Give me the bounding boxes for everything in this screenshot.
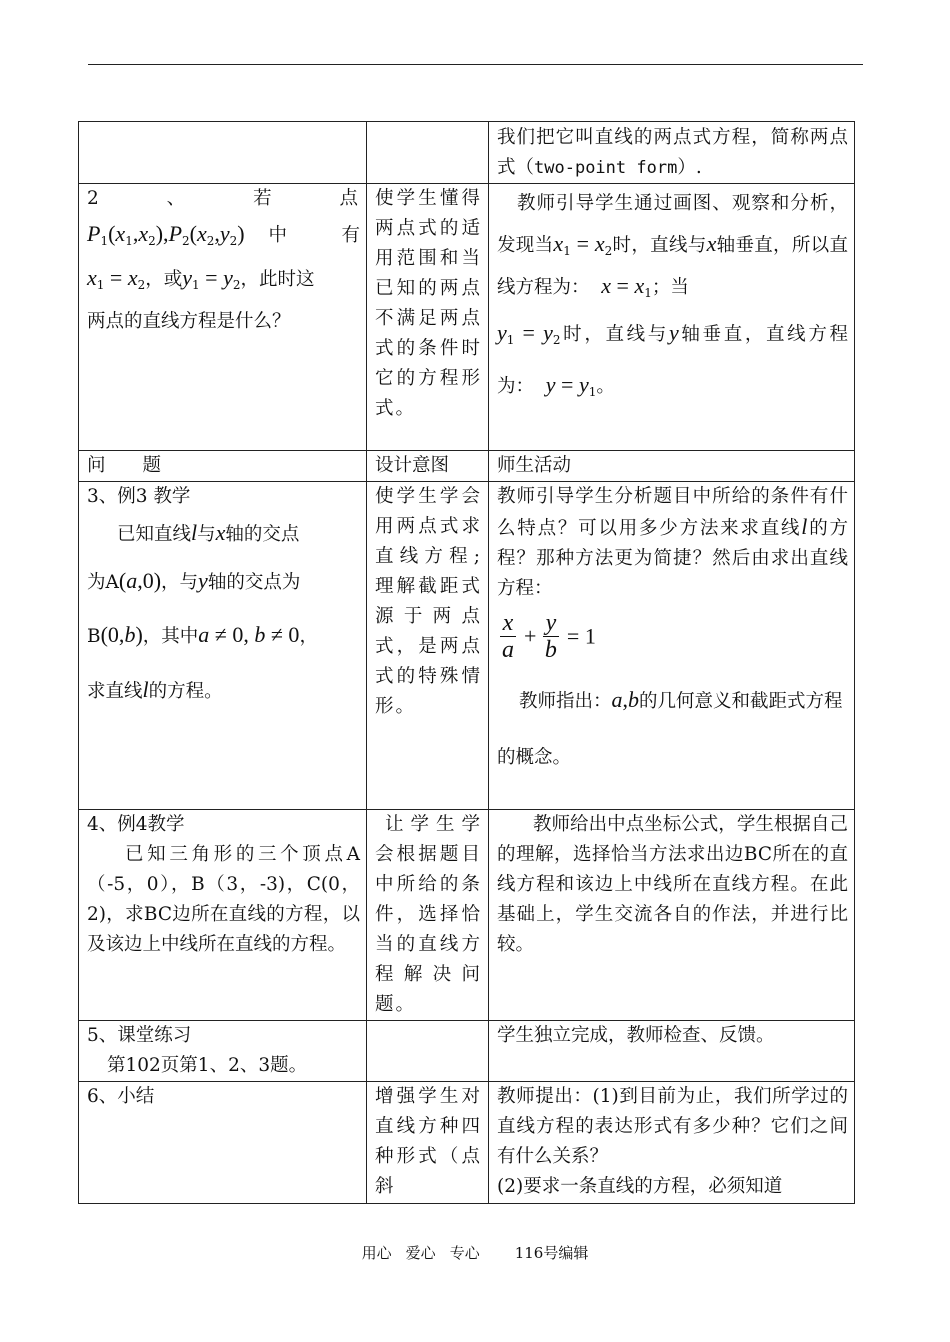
cell-intent — [367, 482, 489, 810]
header-activity: 师生活动 — [489, 451, 855, 482]
header-rule — [88, 64, 863, 65]
header-question: 问 题 — [79, 451, 367, 482]
activity-6-q2: (2)要求一条直线的方程，必须知道 — [497, 1176, 783, 1197]
activity-3-c: 教师指出： — [519, 691, 612, 712]
example-3-text-h: ，其中 — [142, 626, 199, 647]
cell-intent — [367, 1082, 489, 1204]
intent-6: 增强学生对直线方种四种形式（点斜 — [375, 1086, 482, 1197]
activity-2-e: 时，直线与 — [560, 324, 669, 345]
question-2-title: 2、若点 — [87, 188, 360, 209]
text-then: ，此时这 — [240, 269, 315, 290]
cell-intent — [367, 1021, 489, 1082]
footer-a: 用心 — [361, 1244, 392, 1262]
point-p2-label: P — [168, 221, 183, 246]
activity-3-b: 的方程？那种方法更为简捷？然后由求出直线方程： — [497, 518, 848, 599]
intercept-formula: $\frac{x}{a}$ + $\frac{y}{b}$ = 1 — [497, 604, 848, 668]
example-3-text-g: B — [87, 626, 101, 647]
activity-2-d: ；当 — [651, 277, 689, 298]
cell-question — [79, 1021, 367, 1082]
intent-2: 使学生懂得两点式的适用范围和当已知的两点不满足两点式的条件时它的方程形式。 — [375, 188, 482, 419]
example-3-title: 3、例3 教学 — [87, 486, 191, 507]
practice-title: 5、课堂练习 — [87, 1025, 192, 1046]
example-3-text-b: 与 — [197, 524, 216, 545]
cell-activity — [489, 1021, 855, 1082]
activity-2-b: 时，直线与 — [612, 235, 707, 256]
cell-question — [79, 810, 367, 1021]
point-p1-label: P — [87, 221, 101, 246]
table-row — [79, 184, 855, 451]
cell-question: 2、若点 $P_1(x_1,x_2),P_2(x_2,y_2)$ 中 有 $x_1 = x_2$，或$y_1 = y_2$，此时这 两点的直线方程是什么？ — [79, 184, 367, 451]
cell-activity — [489, 1082, 855, 1204]
text-zhong-you: 中 有 — [268, 225, 360, 246]
example-3-text-k: 的方程。 — [148, 681, 223, 702]
example-3-text-d: 为A — [87, 572, 119, 593]
example-3-text-a: 已知直线 — [117, 524, 192, 545]
activity-2-a: 教师引导学生通过画图、观察和分析，发现当 — [497, 193, 848, 256]
table-row — [79, 482, 855, 810]
activity-2-f: 轴垂直，直线方程为： — [497, 324, 848, 397]
cell-activity: 教师引导学生通过画图、观察和分析，发现当$x_1 = x_2$时，直线与x轴垂直，所以直线方程为： $x = x_1$；当 $y_1 = y_2$时，直线与y轴垂直，直线方程为： $y = y_1$。 — [489, 184, 855, 451]
cell-activity — [489, 810, 855, 1021]
example-3-text-c: 轴的交点 — [225, 524, 300, 545]
two-point-tail: ）. — [677, 157, 702, 178]
example-4-body: 已知三角形的三个顶点A（-5，0），B（3，-3)，C(0，2)，求BC边所在直线的方程，以及该边上中线所在直线的方程。 — [87, 844, 360, 955]
cell-question — [79, 122, 367, 184]
practice-body: 第102页第1、2、3题。 — [107, 1055, 308, 1076]
question-2-end: 两点的直线方程是什么？ — [87, 311, 291, 332]
activity-3-d: 的几何意义和截距式方程的概念。 — [497, 691, 843, 768]
table-header-row — [79, 451, 855, 482]
table-row — [79, 122, 855, 184]
summary-title: 6、小结 — [87, 1086, 155, 1107]
example-3-text-j: 求直线 — [87, 681, 143, 702]
activity-6-q1: 教师提出：(1)到目前为止，我们所学过的直线方程的表达形式有多少种？它们之间有什么关系？ — [497, 1086, 848, 1167]
cell-activity — [489, 122, 855, 184]
two-point-text: 我们把它叫直线的两点式方程，简称两点式（ — [497, 127, 848, 178]
intent-3: 使学生学会用两点式求直线方程;理解截距式源于两点式，是两点式的特殊情形。 — [375, 486, 482, 717]
table-row — [79, 1021, 855, 1082]
cell-intent — [367, 184, 489, 451]
footer-d: 116号编辑 — [514, 1244, 589, 1262]
cell-question — [79, 1082, 367, 1204]
lesson-plan-table — [78, 121, 855, 1204]
example-3-text-e: ，与 — [161, 572, 199, 593]
example-4-title: 4、例4教学 — [87, 814, 185, 835]
intent-4: 让学生学会根据题目中所给的条件，选择恰当的直线方程解决问题。 — [375, 814, 482, 1015]
activity-2-c: 轴垂直，所以直线方程为： — [497, 235, 848, 298]
table-row — [79, 1082, 855, 1204]
cell-intent — [367, 810, 489, 1021]
cell-intent — [367, 122, 489, 184]
activity-5: 学生独立完成，教师检查、反馈。 — [497, 1025, 775, 1046]
example-3-text-f: 轴的交点为 — [207, 572, 301, 593]
text-or: ，或 — [145, 269, 183, 290]
cell-question: 3、例3 教学 已知直线l与x轴的交点 为A(a,0)，与y轴的交点为 B(0,b)，其中a ≠ 0, b ≠ 0， 求直线l的方程。 — [79, 482, 367, 810]
table-row — [79, 810, 855, 1021]
header-intent: 设计意图 — [367, 451, 489, 482]
cell-activity: 教师引导学生分析题目中所给的条件有什么特点？可以用多少方法来求直线l的方程？那种方法更为简捷？然后由求出直线方程： $\frac{x}{a}$ + $\frac{y}{b}$ = 1 教师指出：a,b的几何意义和截距式方程的概念。 — [489, 482, 855, 810]
activity-4: 教师给出中点坐标公式，学生根据自己的理解，选择恰当方法求出边BC所在的直线方程和该边上中线所在直线方程。在此基础上，学生交流各自的作法，并进行比较。 — [497, 814, 848, 955]
activity-3-a: 教师引导学生分析题目中所给的条件有什么特点？可以用多少方法来求直线 — [497, 486, 848, 539]
footer-c: 专心 — [449, 1244, 480, 1262]
example-3-text-i: ， — [299, 626, 318, 647]
page-footer — [0, 1242, 950, 1263]
footer-b: 爱心 — [405, 1244, 436, 1262]
activity-2-g: 。 — [596, 376, 615, 397]
two-point-english: two-point form — [534, 158, 678, 178]
